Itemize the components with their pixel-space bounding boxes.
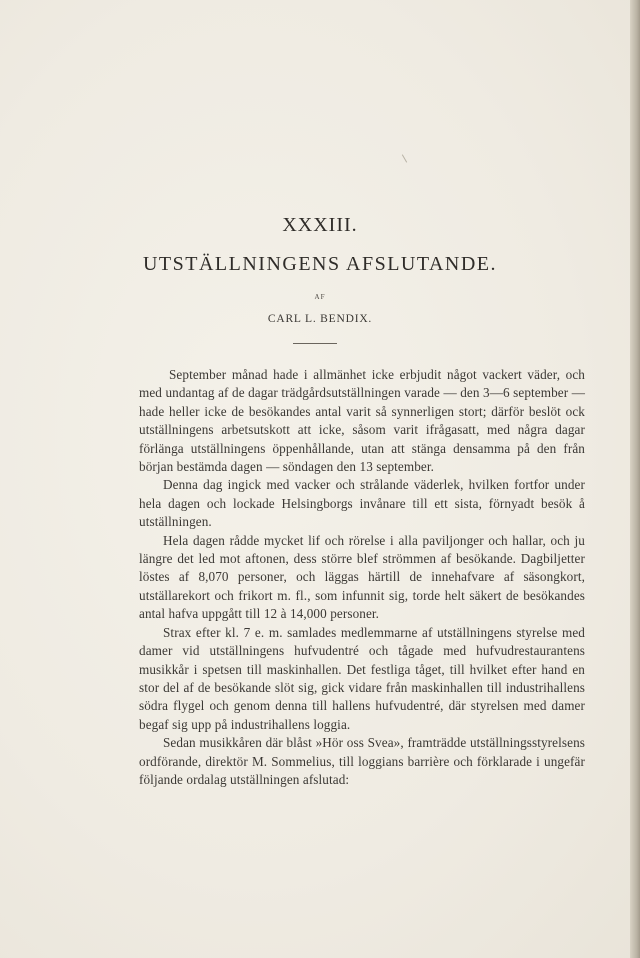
paper-blemish [402,154,407,162]
paragraph: Sedan musikkåren där blåst »Hör oss Svea», framträdde utställningsstyrelsens ordförande, direktör M. Sommelius, till loggians barrière och förklarade i ungefär följande ordalag utställningen afslutad: [139,735,585,787]
book-spine-edge [630,0,640,958]
byline-af: AF [314,293,326,301]
paragraph: Hela dagen rådde mycket lif och rörelse i alla paviljonger och hallar, och ju längre det led mot aftonen, dess större blef strömmen af besökande. Dagbiljetter löstes af 8,070 personer, och läggas härtill de innehafvare af säsongkort, utställarekort och frikort m. fl., som infunnit sig, torde helt säkert de besökandes antal hafva uppgått till 12 à 14,000 personer. [139,532,585,622]
chapter-number: XXXIII. [282,214,358,236]
author-name: CARL L. BENDIX. [267,313,373,325]
paragraph: Denna dag ingick med vacker och strålande väderlek, hvilken fortfor under hela dagen och lockade Helsingborgs invånare till ett sista, förnyadt besök å utställningen. [139,477,585,530]
paragraph: September månad hade i allmänhet icke erbjudit något vackert väder, och med undantag af de dagar trädgårdsutställningen varade — den 3—6 september — hade heller icke de besökandes antal varit så synnerligen stort; därför beslöt ock utställningens arbetsutskott att icke, såsom varit ifrågasatt, med några dagar förlänga utställningens öppenhållande, utan att stänga densamma på den från början bestämda dagen — söndagen den 13 september. [139,367,585,475]
chapter-title: UTSTÄLLNINGENS AFSLUTANDE. [142,253,498,275]
paragraph: Strax efter kl. 7 e. m. samlades medlemmarne af utställningens styrelse med damer vid utställningens hufvudentré och tågade med hufvudrestaurantens musikkår i spetsen till maskinhallen. Det festliga tåget, till hvilket efter hand en stor del af de besökande slöt sig, gick vidare från maskinhallen till industrihallens södra flygel och genom denna till hallens hufvudentré, där styrelsen med damer begaf sig upp på industrihallens loggia. [139,624,585,732]
title-divider [293,343,337,344]
body-text [139,366,585,789]
